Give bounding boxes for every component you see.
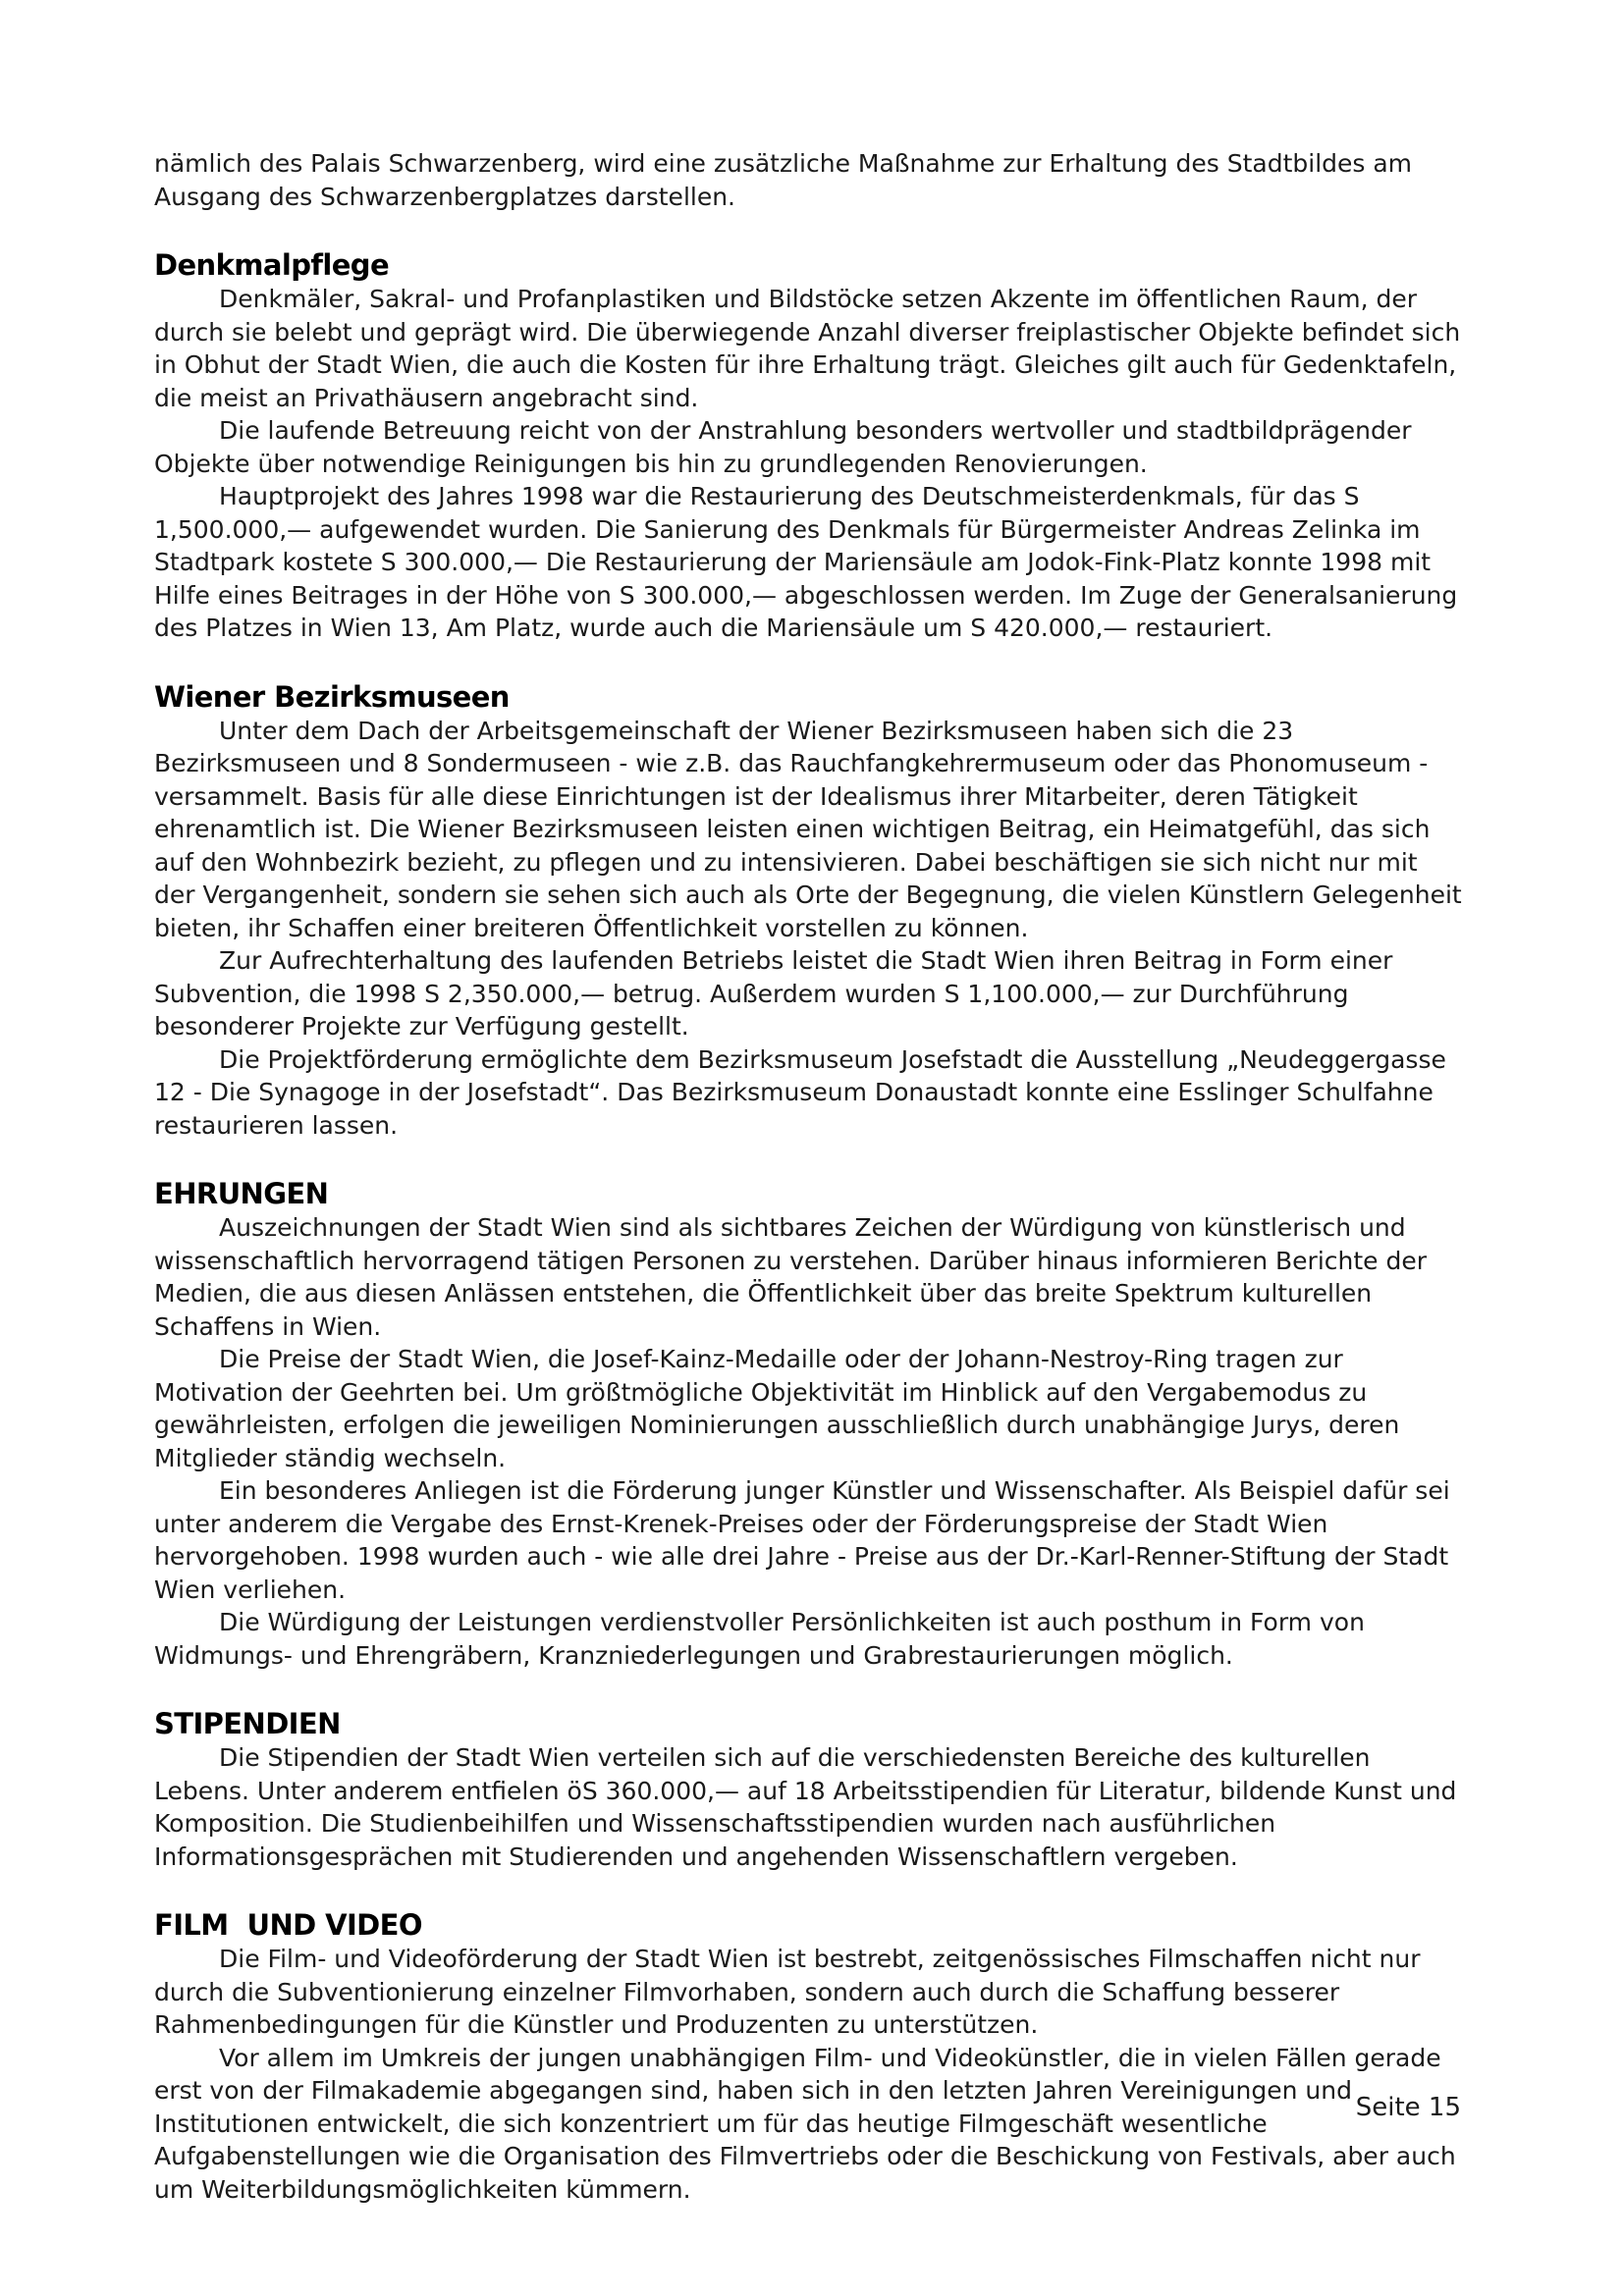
section-heading: STIPENDIEN <box>154 1707 341 1740</box>
paragraph: Die Projektförderung ermöglichte dem Bezirksmuseum Josefstadt die Ausstellung „Neudeggergasse 12 - Die Synagoge in der Josefstadt“. Das Bezirksmuseum Donaustadt konnte eine Esslinger Schulfahne restaurieren lassen. <box>154 1044 1446 1140</box>
section-wiener-bezirksmuseen <box>154 679 1462 1143</box>
section-heading: FILM UND VIDEO <box>154 1908 422 1942</box>
section-ehrungen <box>154 1176 1462 1672</box>
page-number: Seite 15 <box>1355 2093 1461 2122</box>
intro-paragraph: nämlich des Palais Schwarzenberg, wird eine zusätzliche Maßnahme zur Erhaltung des Stadtbildes am Ausgang des Schwarzenbergplatzes darstellen. <box>154 149 1413 211</box>
paragraph: Hauptprojekt des Jahres 1998 war die Restaurierung des Deutschmeisterdenkmals, für das S 1,500.000,— aufgewendet wurden. Die Sanierung des Denkmals für Bürgermeister Andreas Zelinka im Stadtpark kostete S 300.000,— Die Restaurierung der Mariensäule am Jodok-Fink-Platz konnte 1998 mit Hilfe eines Beitrages in der Höhe von S 300.000,— abgeschlossen werden. Im Zuge der Generalsanierung des Platzes in Wien 13, Am Platz, wurde auch die Mariensäule um S 420.000,— restauriert. <box>154 482 1458 642</box>
section-film-und-video <box>154 1907 1462 2206</box>
paragraph: Zur Aufrechterhaltung des laufenden Betriebs leistet die Stadt Wien ihren Beitrag in Form einer Subvention, die 1998 S 2,350.000,— betrug. Außerdem wurden S 1,100.000,— zur Durchführung besonderer Projekte zur Verfügung gestellt. <box>154 946 1393 1041</box>
page-content <box>154 147 1462 2206</box>
paragraph: Die Stipendien der Stadt Wien verteilen sich auf die verschiedensten Bereiche des kulturellen Lebens. Unter anderem entfielen öS 360.000,— auf 18 Arbeitsstipendien für Literatur, bildende Kunst und Komposition. Die Studienbeihilfen und Wissenschaftsstipendien wurden nach ausführlichen Informationsgesprächen mit Studierenden und angehenden Wissenschaftlern vergeben. <box>154 1743 1457 1871</box>
section-heading: Wiener Bezirksmuseen <box>154 679 510 714</box>
paragraph: Unter dem Dach der Arbeitsgemeinschaft der Wiener Bezirksmuseen haben sich die 23 Bezirksmuseen und 8 Sondermuseen - wie z.B. das Rauchfangkehrermuseum oder das Phonomuseum - versammelt. Basis für alle diese Einrichtungen ist der Idealismus ihrer Mitarbeiter, deren Tätigkeit ehrenamtlich ist. Die Wiener Bezirksmuseen leisten einen wichtigen Beitrag, ein Heimatgefühl, das sich auf den Wohnbezirk bezieht, zu pflegen und zu intensivieren. Dabei beschäftigen sie sich nicht nur mit der Vergangenheit, sondern sie sehen sich auch als Orte der Begegnung, die vielen Künstlern Gelegenheit bieten, ihr Schaffen einer breiteren Öffentlichkeit vorstellen zu können. <box>154 716 1462 942</box>
paragraph: Denkmäler, Sakral- und Profanplastiken und Bildstöcke setzen Akzente im öffentlichen Raum, der durch sie belebt und geprägt wird. Die überwiegende Anzahl diverser freiplastischer Objekte befindet sich in Obhut der Stadt Wien, die auch die Kosten für ihre Erhaltung trägt. Gleiches gilt auch für Gedenktafeln, die meist an Privathäusern angebracht sind. <box>154 285 1461 412</box>
paragraph: Vor allem im Umkreis der jungen unabhängigen Film- und Videokünstler, die in vielen Fällen gerade erst von der Filmakademie abgegangen sind, haben sich in den letzten Jahren Vereinigungen und Institutionen entwickelt, die sich konzentriert um für das heutige Filmgeschäft wesentliche Aufgabenstellungen wie die Organisation des Filmvertriebs oder die Beschickung von Festivals, aber auch um Weiterbildungsmöglichkeiten kümmern. <box>154 2043 1456 2204</box>
section-stipendien <box>154 1706 1462 1873</box>
paragraph: Die Preise der Stadt Wien, die Josef-Kainz-Medaille oder der Johann-Nestroy-Ring tragen zur Motivation der Geehrten bei. Um größtmögliche Objektivität im Hinblick auf den Vergabemodus zu gewährleisten, erfolgen die jeweiligen Nominierungen ausschließlich durch unabhängige Jurys, deren Mitglieder ständig wechseln. <box>154 1345 1400 1472</box>
section-heading: Denkmalpflege <box>154 248 390 282</box>
paragraph: Die Film- und Videoförderung der Stadt Wien ist bestrebt, zeitgenössisches Filmschaffen nicht nur durch die Subventionierung einzelner Filmvorhaben, sondern auch durch die Schaffung besserer Rahmenbedingungen für die Künstler und Produzenten zu unterstützen. <box>154 1945 1421 2039</box>
paragraph: Die laufende Betreuung reicht von der Anstrahlung besonders wertvoller und stadtbildprägender Objekte über notwendige Reinigungen bis hin zu grundlegenden Renovierungen. <box>154 416 1412 478</box>
section-denkmalpflege <box>154 247 1462 645</box>
paragraph: Auszeichnungen der Stadt Wien sind als sichtbares Zeichen der Würdigung von künstlerisch und wissenschaftlich hervorragend tätigen Personen zu verstehen. Darüber hinaus informieren Berichte der Medien, die aus diesen Anlässen entstehen, die Öffentlichkeit über das breite Spektrum kulturellen Schaffens in Wien. <box>154 1213 1428 1341</box>
paragraph: Ein besonderes Anliegen ist die Förderung junger Künstler und Wissenschafter. Als Beispiel dafür sei unter anderem die Vergabe des Ernst-Krenek-Preises oder der Förderungspreise der Stadt Wien hervorgehoben. 1998 wurden auch - wie alle drei Jahre - Preise aus der Dr.-Karl-Renner-Stiftung der Stadt Wien verliehen. <box>154 1476 1450 1604</box>
paragraph: Die Würdigung der Leistungen verdienstvoller Persönlichkeiten ist auch posthum in Form von Widmungs- und Ehrengräbern, Kranzniederlegungen und Grabrestaurierungen möglich. <box>154 1608 1365 1670</box>
section-heading: EHRUNGEN <box>154 1177 329 1210</box>
